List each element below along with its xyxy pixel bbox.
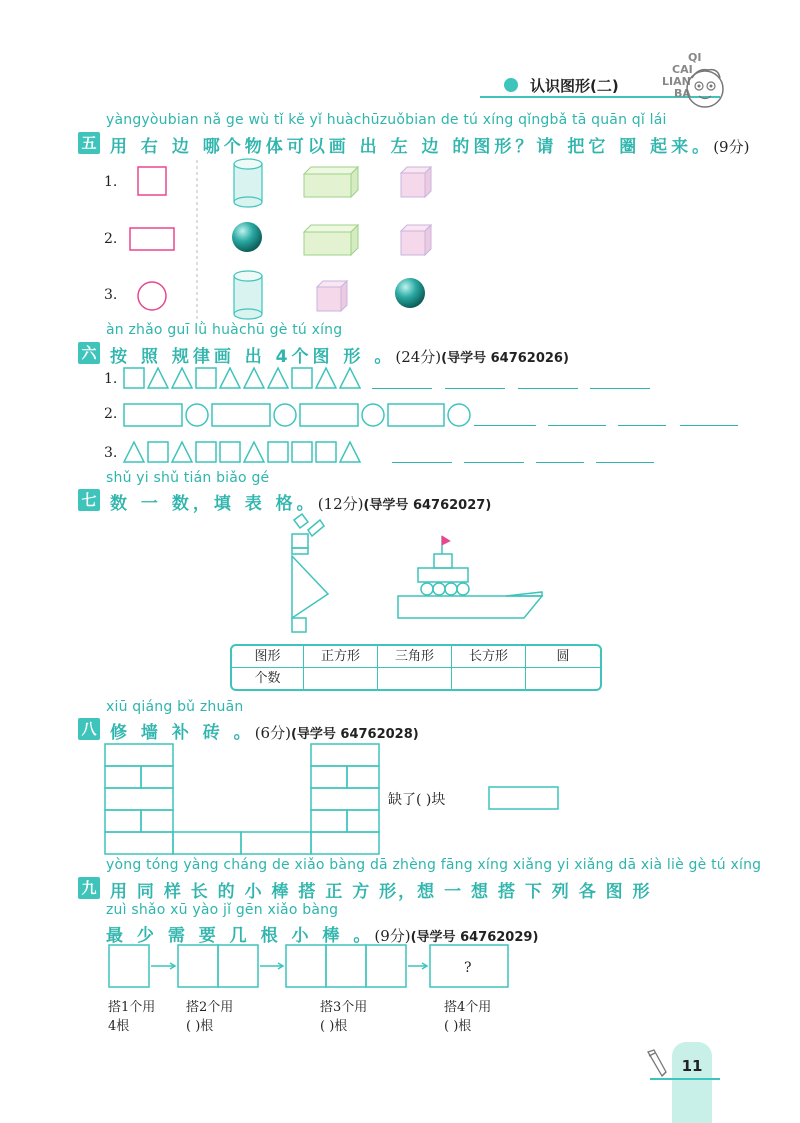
q9-badge: 九 — [78, 877, 100, 899]
logo-line-3: LIAN — [662, 75, 691, 88]
q9-guide: (导学号 64762029) — [410, 930, 539, 945]
q6-row2-blank-4[interactable] — [680, 425, 738, 426]
q6-row1-blank-2[interactable] — [445, 388, 505, 389]
q6-row2-blank-1[interactable] — [474, 425, 536, 426]
q6-row2-blank-3[interactable] — [618, 425, 666, 426]
q6-row1-blank-1[interactable] — [372, 388, 432, 389]
q5-title-text: 用 右 边 哪个物体可以画 出 左 边 的图形？请 把它 圈 起来。 — [110, 137, 714, 157]
q6-score: (24分) — [395, 348, 442, 366]
q7-score: (12分) — [317, 495, 364, 513]
logo-line-1: QI — [688, 51, 702, 64]
q6-guide: (导学号 64762026) — [441, 351, 569, 366]
q9-caption-3-line1: 搭3个用 — [320, 1000, 368, 1015]
q6-badge: 六 — [78, 342, 100, 364]
q9-caption-2-line2: ( )根 — [186, 1019, 214, 1034]
table-header-circle: 圆 — [526, 646, 600, 668]
q8-missing-label: 缺了( )块 — [388, 792, 446, 808]
q9-question-mark: ? — [464, 960, 472, 976]
q5-badge: 五 — [78, 132, 100, 154]
q5-row2-cuboid-option[interactable] — [303, 224, 359, 256]
q5-row2-sphere-option[interactable] — [231, 221, 263, 253]
q5-pinyin: yàngyòubian nǎ ge wù tǐ kě yǐ huàchūzuǒbian de tú xíng qǐngbǎ tā quān qǐ lái — [106, 112, 667, 128]
footer-rule — [650, 1078, 720, 1080]
q9-caption-1-line1: 搭1个用 — [108, 1000, 156, 1015]
table-cell-square-count[interactable] — [304, 668, 378, 689]
q5-row3-cube-option[interactable] — [316, 280, 348, 312]
q6-title-text: 按 照 规律画 出 4个图 形 。 — [110, 347, 396, 367]
mascot-icon — [680, 62, 730, 112]
q8-pinyin: xiū qiáng bǔ zhuān — [106, 699, 244, 715]
q5-row2-cube-option[interactable] — [400, 224, 432, 256]
q9-title-2 — [106, 921, 538, 946]
q6-pinyin: àn zhǎo guī lǜ huàchū gè tú xíng — [106, 322, 343, 338]
q6-title — [110, 342, 569, 367]
q6-row1-blank-4[interactable] — [590, 388, 650, 389]
q5-row1-square-shape — [137, 166, 167, 196]
q5-row2-label: 2. — [104, 231, 118, 247]
table-header-square: 正方形 — [304, 646, 378, 668]
page-number-tab — [672, 1042, 712, 1123]
q6-row2-pattern — [122, 402, 472, 428]
q8-guide: (导学号 64762028) — [290, 727, 419, 742]
pencil-icon — [644, 1048, 670, 1078]
q9-caption-4-line2: ( )根 — [444, 1019, 472, 1034]
page-number: 11 — [681, 1057, 703, 1075]
q6-row3-blank-1[interactable] — [392, 462, 452, 463]
q9-score: (9分) — [374, 927, 411, 945]
q9-title-1: 用 同 样 长 的 小 棒 搭 正 方 形，想 一 想 搭 下 列 各 图 形 — [110, 882, 652, 902]
table-header-rectangle: 长方形 — [452, 646, 526, 668]
q7-count-table — [230, 644, 602, 691]
table-cell-rectangle-count[interactable] — [452, 668, 526, 689]
q5-score: (9分) — [713, 138, 750, 156]
q5-row3-circle-shape — [136, 280, 168, 312]
table-cell-circle-count[interactable] — [526, 668, 600, 689]
header-bullet-icon — [504, 78, 518, 92]
q5-row3-sphere-option[interactable] — [394, 277, 426, 309]
q9-caption-3-line2: ( )根 — [320, 1019, 348, 1034]
table-cell-triangle-count[interactable] — [378, 668, 452, 689]
q9-square-sequence — [108, 944, 510, 990]
logo-line-2: CAI — [672, 63, 693, 76]
q9-pinyin-1: yòng tóng yàng cháng de xiǎo bàng dā zhèng fāng xíng xiǎng yi xiǎng dā xià liè gè tú xíng — [106, 857, 762, 873]
q6-row2-blank-2[interactable] — [548, 425, 606, 426]
q7-guide: (导学号 64762027) — [363, 498, 492, 513]
q8-score: (6分) — [254, 724, 291, 742]
q5-row1-cuboid-option[interactable] — [303, 166, 359, 198]
q9-caption-2-line1: 搭2个用 — [186, 1000, 234, 1015]
q6-row3-blank-3[interactable] — [536, 462, 584, 463]
table-row-label-count: 个数 — [232, 668, 304, 689]
q5-row3-label: 3. — [104, 287, 118, 303]
q6-row3-pattern — [122, 440, 392, 464]
q6-row1-blank-3[interactable] — [518, 388, 578, 389]
q8-brick-sample — [488, 786, 560, 812]
header-title: 认识图形(二) — [530, 77, 619, 95]
q5-dashed-divider — [195, 160, 199, 320]
q5-title — [110, 132, 749, 157]
q5-row1-cube-option[interactable] — [400, 166, 432, 198]
table-header-shape: 图形 — [232, 646, 304, 668]
q6-row1-pattern — [122, 366, 372, 390]
q6-row1-label: 1. — [104, 371, 118, 387]
q7-title — [110, 489, 491, 514]
q6-row2-label: 2. — [104, 406, 118, 422]
q9-caption-1-line2: 4根 — [108, 1019, 130, 1034]
q8-title — [110, 718, 419, 743]
q7-badge: 七 — [78, 489, 100, 511]
q5-row3-cylinder-option[interactable] — [232, 270, 264, 320]
q6-row3-label: 3. — [104, 445, 118, 461]
q5-row2-rectangle-shape — [129, 227, 175, 253]
q9-title-2-text: 最 少 需 要 几 根 小 棒 。 — [106, 926, 375, 946]
table-header-triangle: 三角形 — [378, 646, 452, 668]
q9-caption-4-line1: 搭4个用 — [444, 1000, 492, 1015]
q7-title-text: 数 一 数，填 表 格。 — [110, 494, 318, 514]
q5-row1-label: 1. — [104, 174, 118, 190]
q7-pinyin: shǔ yi shǔ tián biǎo gé — [106, 470, 270, 486]
q8-title-text: 修 墙 补 砖 。 — [110, 723, 255, 743]
q9-pinyin-2: zuì shǎo xū yào jǐ gēn xiǎo bàng — [106, 902, 339, 918]
q8-brick-wall — [104, 743, 380, 857]
logo-line-4: BA — [674, 87, 691, 100]
q5-row1-cylinder-option[interactable] — [232, 158, 264, 208]
q7-figure-ship — [396, 534, 544, 620]
q7-figure-flag-tower — [282, 514, 342, 634]
q6-row3-blank-4[interactable] — [596, 462, 654, 463]
q6-row3-blank-2[interactable] — [464, 462, 524, 463]
q8-badge: 八 — [78, 718, 100, 740]
